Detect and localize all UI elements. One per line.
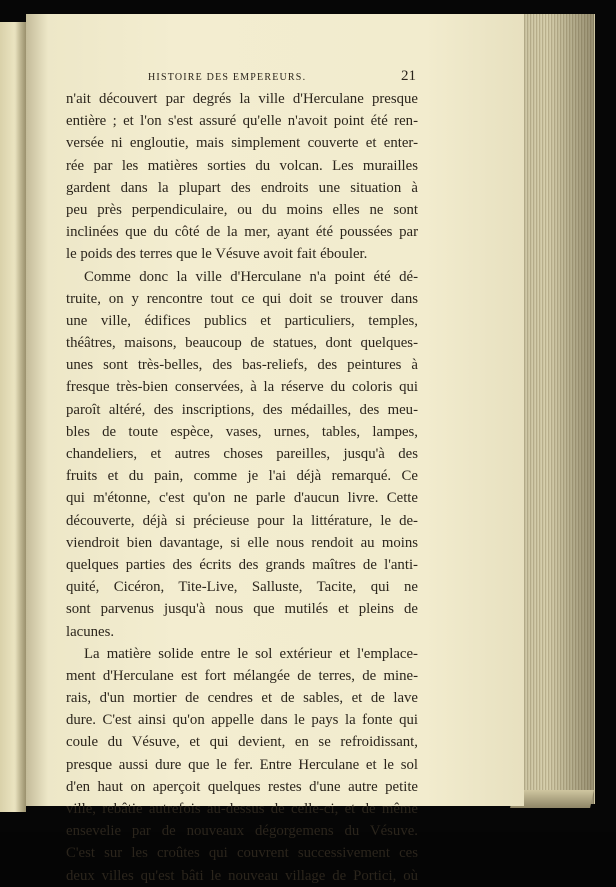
page-gutter-shadow — [26, 14, 48, 806]
body-text — [66, 88, 418, 887]
text-line: quité, Cicéron, Tite-Live, Salluste, Tacite, qui ne — [66, 579, 418, 596]
text-line: deux villes qu'est bâti le nouveau village de Portici, où — [66, 867, 418, 884]
text-line: théâtres, maisons, beaucoup de statues, dont quelques- — [66, 335, 418, 352]
text-line: fresque très-bien conservées, à la réserve du coloris qui — [66, 379, 418, 396]
page-header — [148, 68, 416, 88]
running-title: HISTOIRE DES EMPEREURS. — [148, 72, 307, 83]
text-line: rée par les matières sorties du volcan. Les murailles — [66, 157, 418, 174]
text-line: une ville, édifices publics et particuliers, temples, — [66, 312, 418, 329]
text-line: le poids des terres que le Vésuve avoit fait ébouler. — [66, 246, 368, 263]
text-line: quelques parties des écrits des grands maîtres de l'anti- — [66, 556, 418, 573]
text-line: ensevelie par de nouveaux dégorgemens du Vésuve. — [66, 823, 418, 840]
text-line: n'ait découvert par degrés la ville d'Herculane presque — [66, 91, 418, 107]
text-line: coule du Vésuve, et qui devient, en se refroidissant, — [66, 734, 418, 751]
text-line: fruits et du pain, comme je l'ai déjà remarqué. Ce — [66, 468, 418, 485]
text-line: gardent dans la plupart des endroits une situation à — [66, 179, 418, 196]
text-line: paroît altéré, des inscriptions, des médailles, des meu- — [66, 401, 418, 418]
text-line: qui m'étonne, c'est qu'on ne parle d'aucun livre. Cette — [66, 490, 418, 507]
paragraph-start-line: La matière solide entre le sol extérieur et l'emplace- — [84, 645, 418, 662]
text-line: sont parvenus jusqu'à nous que mutilés et pleins de — [66, 601, 418, 618]
facing-page-shadow — [14, 22, 26, 812]
text-line: bles de toute espèce, vases, urnes, tables, lampes, — [66, 423, 418, 440]
text-line: lacunes. — [66, 623, 115, 640]
text-line: entière ; et l'on s'est assuré qu'elle n'avoit point été ren- — [66, 113, 418, 130]
text-line: inclinées que du côté de la mer, ayant été poussées par — [66, 224, 418, 241]
text-line: C'est sur les croûtes qui couvrent successivement ces — [66, 845, 418, 862]
text-line: d'en haut on aperçoit quelques restes d'une autre petite — [66, 778, 418, 795]
text-line: peu près perpendiculaire, ou du moins elles ne sont — [66, 201, 418, 218]
text-line: presque aussi dure que le fer. Entre Herculane et le sol — [66, 756, 418, 773]
text-line: versée ni engloutie, mais simplement couverte et enter- — [66, 135, 418, 152]
fore-edge-shadow — [516, 14, 594, 804]
text-line: ville, rebâtie autrefois au-dessus de celle-ci, et de même — [66, 801, 418, 817]
page-number: 21 — [401, 68, 416, 84]
text-line: viendroit bien davantage, si elle nous rendoit au moins — [66, 534, 418, 551]
text-line: rais, d'un mortier de cendres et de sables, et de lave — [66, 690, 418, 707]
paragraph-start-line: Comme donc la ville d'Herculane n'a point été dé- — [84, 268, 418, 285]
text-line: chandeliers, et autres choses pareilles, jusqu'à des — [66, 446, 418, 462]
text-line: unes sont très-belles, des bas-reliefs, des peintures à — [66, 357, 418, 374]
text-line: dure. C'est ainsi qu'on appelle dans le pays la fonte qui — [66, 712, 418, 729]
text-line: découverte, déjà si précieuse pour la littérature, le de- — [66, 512, 418, 529]
text-line: ment d'Herculane est fort mélangée de terres, de mine- — [66, 667, 418, 684]
text-line: truite, on y rencontre tout ce qui doit se trouver dans — [66, 290, 418, 307]
